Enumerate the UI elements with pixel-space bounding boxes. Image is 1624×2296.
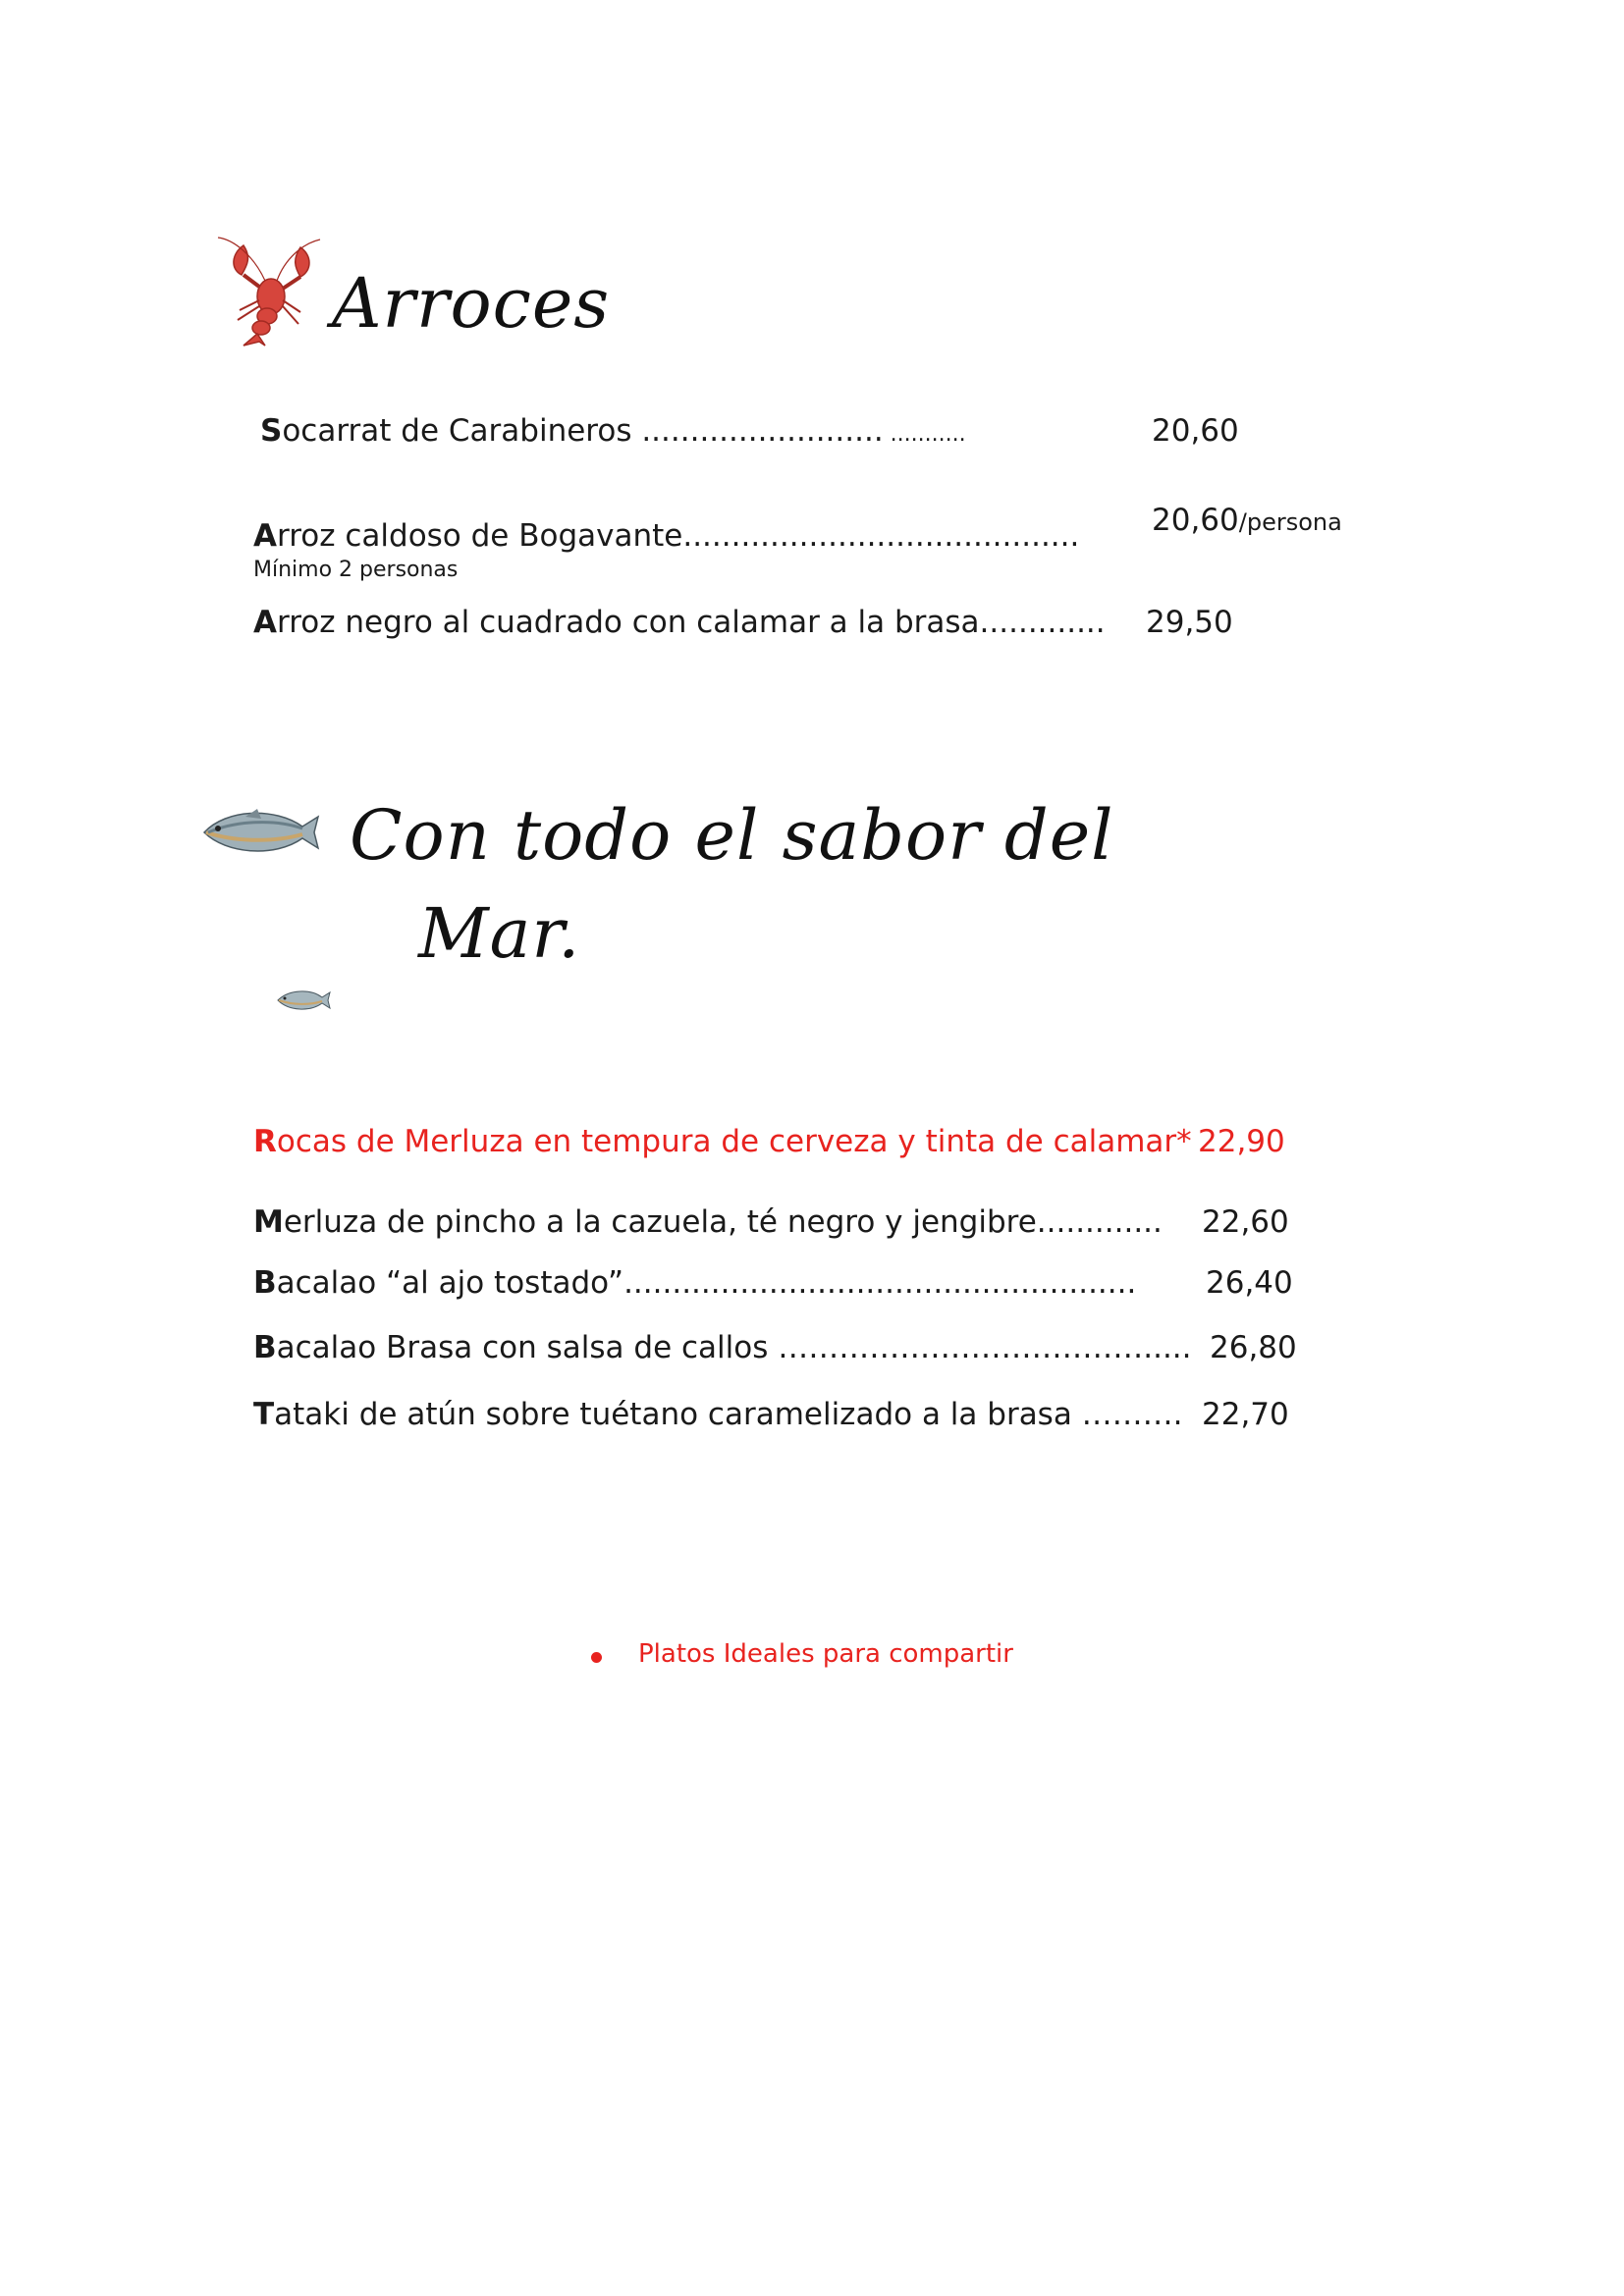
item-name: rroz negro al cuadrado con calamar a la brasa............. (277, 605, 1106, 640)
footnote: Platos Ideales para compartir (638, 1639, 1013, 1669)
price-suffix: /persona (1238, 508, 1342, 536)
item-name: ocas de Merluza en tempura de cerveza y tinta de calamar* (276, 1124, 1192, 1159)
price-value: 20,60 (1152, 503, 1239, 538)
item-note: Mínimo 2 personas (253, 558, 459, 582)
price-socarrat: 20,60 (1152, 413, 1239, 449)
fish-icon (196, 803, 322, 860)
menu-item-socarrat (260, 413, 966, 449)
menu-item-arroz-caldoso (253, 518, 1079, 554)
lobster-icon (214, 236, 322, 348)
item-name: acalao Brasa con salsa de callos ………………………………..... (276, 1330, 1192, 1365)
section-title-arroces: Arroces (332, 263, 611, 344)
section-title-mar-line1: Con todo el sabor del (350, 795, 1114, 876)
item-name: ataki de atún sobre tuétano caramelizado a la brasa ………. (274, 1397, 1183, 1432)
item-initial: R (253, 1124, 277, 1159)
bullet-icon (591, 1652, 602, 1663)
item-name: rroz caldoso de Bogavante......................................... (277, 518, 1080, 554)
item-initial: B (253, 1265, 277, 1301)
menu-item-rocas-merluza (253, 1124, 1192, 1159)
item-initial: B (253, 1330, 277, 1365)
menu-item-arroz-negro (253, 605, 1106, 640)
item-initial: S (260, 413, 283, 449)
menu-item-bacalao-ajo (253, 1265, 1136, 1301)
price-arroz-negro: 29,50 (1146, 605, 1233, 640)
item-initial: T (253, 1397, 275, 1432)
item-name: erluza de pincho a la cazuela, té negro y jengibre............. (283, 1204, 1163, 1240)
item-initial: M (253, 1204, 284, 1240)
item-initial: A (253, 605, 277, 640)
price-bacalao-brasa: 26,80 (1210, 1330, 1297, 1365)
price-rocas-merluza: 22,90 (1198, 1124, 1285, 1159)
menu-item-bacalao-brasa (253, 1330, 1192, 1365)
price-tataki-atun: 22,70 (1202, 1397, 1289, 1432)
item-name: acalao “al ajo tostado”..................................................... (276, 1265, 1137, 1301)
item-dots: ........... (883, 422, 966, 447)
menu-item-tataki-atun (253, 1397, 1183, 1432)
price-bacalao-ajo: 26,40 (1206, 1265, 1293, 1301)
item-name: ocarrat de Carabineros ......................... (282, 413, 884, 449)
item-initial: A (253, 518, 277, 554)
small-fish-icon (275, 987, 332, 1014)
price-merluza-pincho: 22,60 (1202, 1204, 1289, 1240)
price-arroz-caldoso (1152, 503, 1342, 538)
menu-item-merluza-pincho (253, 1204, 1163, 1240)
section-title-mar-line2: Mar. (418, 893, 581, 974)
